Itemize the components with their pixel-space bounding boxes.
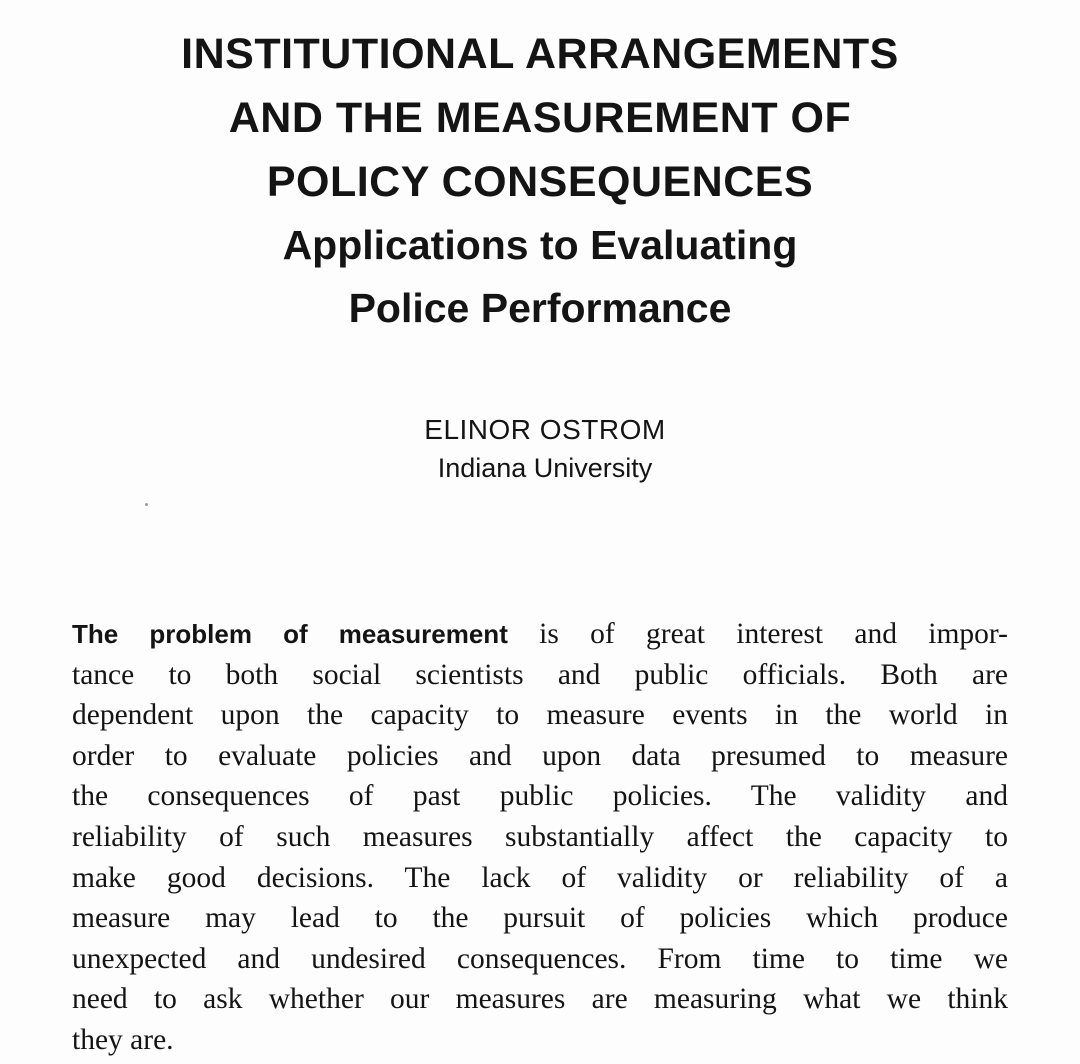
body-line-6: reliability of such measures substantially affect the capacity to [72,820,1008,853]
body-line-8: measure may lead to the pursuit of policies which produce [72,902,1008,935]
body-line-10: need to ask whether our measures are measuring what we think [72,983,1008,1016]
body-line-3: dependent upon the capacity to measure events in the world in [72,699,1008,732]
body-line-7: make good decisions. The lack of validity or reliability of a [72,861,1008,894]
title-line-3: POLICY CONSEQUENCES [266,158,814,206]
lead-in-text: The problem of measurement [72,619,508,649]
scan-speck [145,503,148,506]
body-line-11: they are. [72,1023,174,1056]
body-line-5: the consequences of past public policies. The validity and [72,780,1008,813]
body-line-1 [72,614,1008,655]
title-line-2: AND THE MEASUREMENT OF [228,94,852,142]
body-line-4: order to evaluate policies and upon data presumed to measure [72,739,1008,772]
body-line-9: unexpected and undesired consequences. From time to time we [72,942,1008,975]
article-title [0,22,1080,340]
body-line-2: tance to both social scientists and public officials. Both are [72,658,1008,691]
subtitle-line-1: Applications to Evaluating [282,222,798,268]
title-line-1: INSTITUTIONAL ARRANGEMENTS [181,30,899,78]
body-paragraph [72,614,1008,1061]
author-block [0,410,1080,486]
author-affiliation: Indiana University [437,453,653,483]
author-name: ELINOR OSTROM [424,414,666,445]
body-line-1-rest: is of great interest and impor- [507,618,1008,650]
subtitle-line-2: Police Performance [348,285,732,331]
